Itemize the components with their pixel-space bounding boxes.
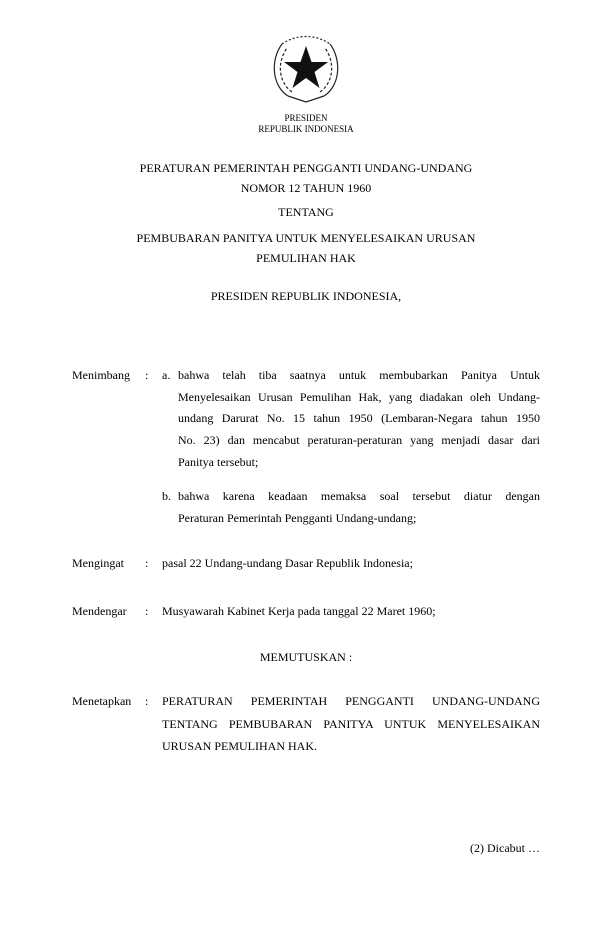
consideration-a-line: Menyelesaikan Urusan Pemulihan Hak, yang diadakan oleh Undang- <box>178 390 540 404</box>
menetapkan-line: PERATURAN PEMERINTAH PENGGANTI UNDANG-UNDANG <box>162 694 540 708</box>
mendengar-label: Mendengar <box>72 604 127 618</box>
consideration-b-line: bahwa karena keadaan memaksa soal tersebut diatur dengan <box>178 489 540 503</box>
menetapkan-label: Menetapkan <box>72 694 132 708</box>
consideration-a-line: undang Darurat No. 15 tahun 1950 (Lembaran-Negara tahun 1950 <box>178 411 540 425</box>
consideration-a-line: Panitya tersebut; <box>178 455 259 469</box>
title-line: PERATURAN PEMERINTAH PENGGANTI UNDANG-UNDANG <box>139 161 473 175</box>
colon: : <box>145 694 149 708</box>
item-marker: b. <box>162 489 171 503</box>
title-subject: PEMULIHAN HAK <box>256 251 356 265</box>
colon: : <box>145 368 149 382</box>
colon: : <box>145 556 149 570</box>
decision-heading: MEMUTUSKAN : <box>259 650 353 664</box>
consideration-a-line: No. 23) dan mencabut peraturan-peraturan yang menjadi dasar dari <box>178 433 540 447</box>
country-label: REPUBLIK INDONESIA <box>258 124 354 134</box>
page-continuation: (2) Dicabut … <box>470 841 540 855</box>
mendengar-text: Musyawarah Kabinet Kerja pada tanggal 22 Maret 1960; <box>162 604 436 618</box>
preamble: PRESIDEN REPUBLIK INDONESIA, <box>210 289 402 303</box>
title-line: TENTANG <box>278 205 334 219</box>
consideration-a-line: bahwa telah tiba saatnya untuk membubarkan Panitya Untuk <box>178 368 540 382</box>
garuda-star-seal-icon <box>268 30 344 106</box>
colon: : <box>145 604 149 618</box>
title-number: NOMOR 12 TAHUN 1960 <box>240 181 372 195</box>
mengingat-text: pasal 22 Undang-undang Dasar Republik Indonesia; <box>162 556 413 570</box>
menimbang-label: Menimbang <box>72 368 130 382</box>
office-label: PRESIDEN <box>284 113 328 123</box>
mengingat-label: Mengingat <box>72 556 124 570</box>
menetapkan-line: TENTANG PEMBUBARAN PANITYA UNTUK MENYELESAIKAN <box>162 717 540 731</box>
title-subject: PEMBUBARAN PANITYA UNTUK MENYELESAIKAN URUSAN <box>136 231 476 245</box>
item-marker: a. <box>162 368 171 382</box>
menetapkan-line: URUSAN PEMULIHAN HAK. <box>162 739 318 753</box>
consideration-b-line: Peraturan Pemerintah Pengganti Undang-undang; <box>178 511 417 525</box>
